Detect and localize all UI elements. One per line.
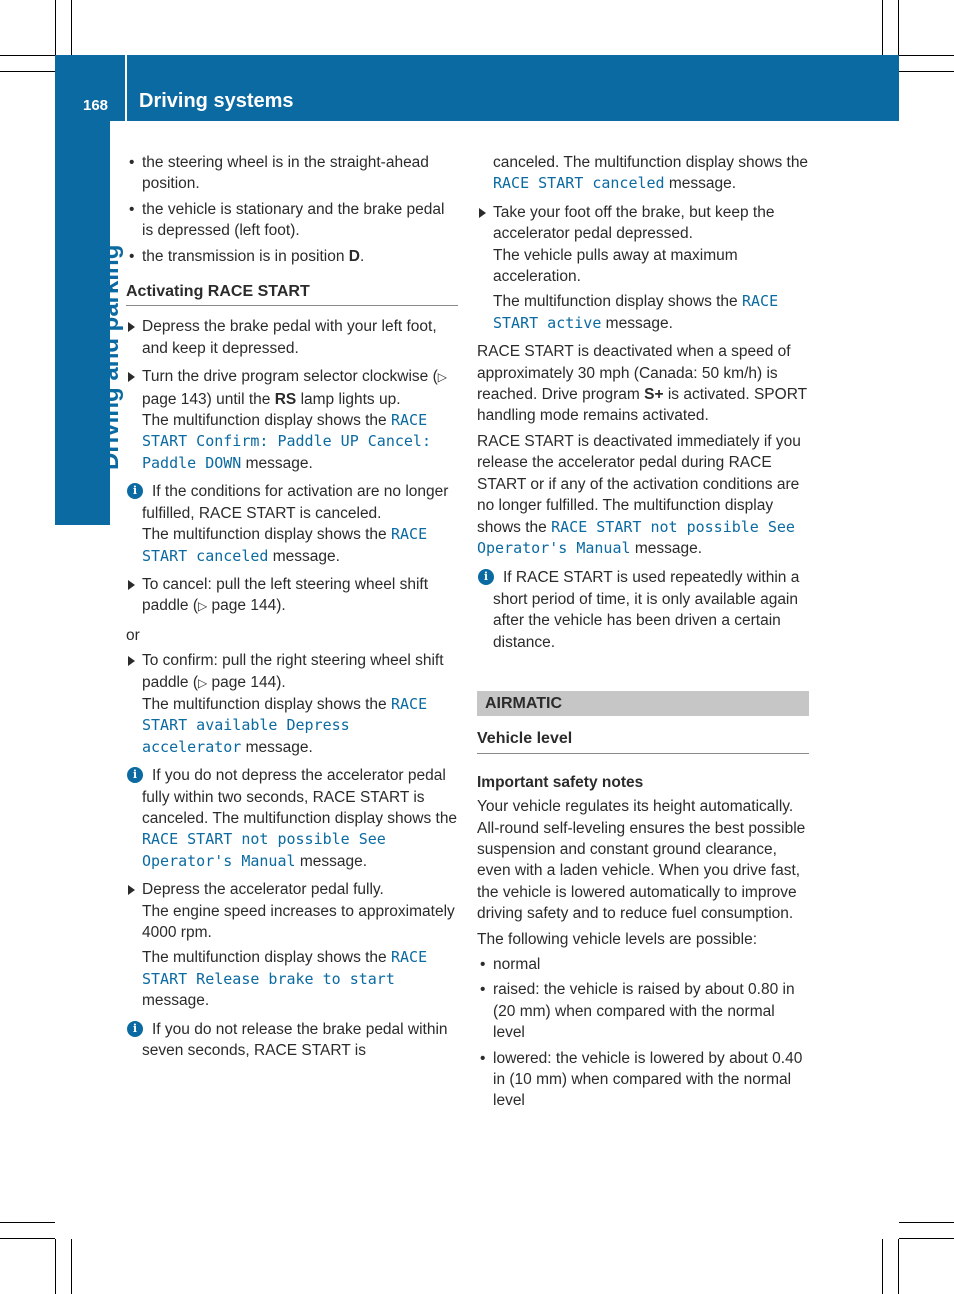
text: To confirm: pull the right steering wheel shift paddle ( <box>142 652 444 691</box>
list-item <box>126 246 458 267</box>
text: message. <box>601 314 673 332</box>
display-message: RACE START canceled <box>493 174 665 193</box>
bold-text: RS <box>274 390 297 408</box>
heading-safety-notes: Important safety notes <box>477 773 644 791</box>
text: message. <box>241 738 313 756</box>
info-icon: i <box>127 483 143 499</box>
text: If the conditions for activation are no longer fulfilled, RACE START is canceled. <box>142 483 449 522</box>
text: message. <box>142 992 210 1010</box>
list-item: • lowered: the vehicle is lowered by about 0.40 in (10 mm) when compared with the normal level <box>477 1048 809 1112</box>
text: . <box>359 247 365 265</box>
crop-mark <box>899 55 954 56</box>
info-note <box>126 765 458 872</box>
header-divider <box>125 55 127 121</box>
info-note <box>126 1019 458 1062</box>
text: lamp lights up. <box>296 390 401 408</box>
page-ref-link[interactable]: page 144). <box>207 597 286 615</box>
info-icon: i <box>127 767 143 783</box>
page-ref-icon: ▷ <box>198 599 208 614</box>
heading-activating-race-start: Activating RACE START <box>126 281 458 306</box>
text: Take your foot off the brake, but keep the accelerator pedal depressed. <box>493 203 775 243</box>
page-ref-link[interactable]: page 143) until the <box>142 390 275 408</box>
info-note <box>126 481 458 567</box>
page-ref-link[interactable]: page 144). <box>207 673 286 691</box>
step-item: Depress the brake pedal with your left foot, and keep it depressed. <box>126 316 458 359</box>
text: canceled. The multifunction display shows the <box>493 154 809 171</box>
section-bar-airmatic: AIRMATIC <box>477 691 809 716</box>
page-header <box>55 55 899 121</box>
crop-mark <box>0 1222 55 1223</box>
text: RACE START is deactivated immediately if you release the accelerator pedal during RACE START or if any of the activation conditions are no longer fulfilled. The multifunction display shows the <box>477 432 801 536</box>
crop-mark <box>55 1239 56 1294</box>
info-icon: i <box>478 569 494 585</box>
page-number: 168 <box>83 97 109 114</box>
crop-mark <box>899 71 954 72</box>
text: If you do not depress the accelerator pedal fully within two seconds, RACE START is canceled. The multifunction display shows the <box>142 767 458 827</box>
list-item: • normal <box>477 954 809 975</box>
text: The multifunction display shows the <box>142 949 391 967</box>
info-note <box>477 567 809 653</box>
text: The vehicle pulls away at maximum acceleration. <box>493 246 738 286</box>
text: message. <box>268 547 340 565</box>
list-item: • the steering wheel is in the straight-ahead position. <box>126 152 458 195</box>
text: To cancel: pull the left steering wheel shift paddle ( <box>142 575 429 615</box>
text: If you do not release the brake pedal within seven seconds, RACE START is <box>142 1020 448 1060</box>
crop-mark <box>898 1239 899 1294</box>
text: The multifunction display shows the <box>142 412 391 430</box>
text: the transmission is in position <box>142 247 349 265</box>
paragraph: The following vehicle levels are possible: <box>477 930 758 948</box>
display-message: RACE START not possible See Operator's Manual <box>477 517 795 557</box>
crop-mark <box>899 1222 954 1223</box>
step-item <box>126 879 458 1011</box>
crop-mark <box>71 0 72 55</box>
paragraph: Your vehicle regulates its height automatically. All-round self-leveling ensures the best possible suspension and constant ground clearance, even with a laden vehicle. When you drive fast, the vehicle is lowered automatically to improve driving safety and to reduce fuel consumption. <box>477 798 806 923</box>
continued-text <box>477 152 809 195</box>
display-message: RACE START active <box>493 292 779 332</box>
list-item: • the vehicle is stationary and the brake pedal is depressed (left foot). <box>126 199 458 242</box>
info-icon: i <box>127 1021 143 1037</box>
text: The multifunction display shows the <box>493 293 742 311</box>
display-message: RACE START available Depress accelerator <box>142 694 428 756</box>
side-tab-label: Driving and parking <box>97 244 124 470</box>
crop-mark <box>882 1239 883 1294</box>
text: message. <box>295 852 368 870</box>
text: message. <box>630 539 703 557</box>
text: message. <box>241 454 313 472</box>
or-text: or <box>126 626 140 644</box>
bold-text: S+ <box>644 386 664 404</box>
crop-mark <box>0 55 55 56</box>
heading-vehicle-level: Vehicle level <box>477 728 809 753</box>
text: The engine speed increases to approximately 4000 rpm. <box>142 902 455 941</box>
text: is activated. SPORT handling mode remains activated. <box>477 386 807 425</box>
step-item <box>477 202 809 334</box>
crop-mark <box>71 1239 72 1294</box>
crop-mark <box>898 0 899 55</box>
display-message: RACE START canceled <box>142 525 428 565</box>
display-message: RACE START not possible See Operator's Manual <box>142 830 386 870</box>
crop-mark <box>0 1238 55 1239</box>
crop-mark <box>0 71 55 72</box>
section-title: Driving systems <box>139 90 294 112</box>
text: Depress the accelerator pedal fully. <box>142 881 384 899</box>
paragraph <box>477 431 809 559</box>
list-item: • raised: the vehicle is raised by about 0.80 in (20 mm) when compared with the normal level <box>477 979 809 1043</box>
paragraph <box>477 341 809 427</box>
crop-mark <box>882 0 883 55</box>
text: message. <box>664 175 737 193</box>
page-ref-icon: ▷ <box>198 675 208 690</box>
crop-mark <box>899 1238 954 1239</box>
left-column <box>126 152 458 1068</box>
step-item <box>126 366 458 474</box>
step-item <box>126 650 458 758</box>
bold-text: D <box>348 247 360 265</box>
text: The multifunction display shows the <box>142 695 391 713</box>
display-message: RACE START Release brake to start <box>142 948 428 988</box>
text: The multifunction display shows the <box>142 526 391 544</box>
text: Turn the drive program selector clockwise ( <box>142 368 438 386</box>
crop-mark <box>55 0 56 55</box>
step-item <box>126 574 458 618</box>
text: RACE START is deactivated when a speed of approximately 30 mph (Canada: 50 km/h) is reached. Drive program <box>477 343 791 404</box>
display-message: RACE START Confirm: Paddle UP Cancel: Paddle DOWN <box>142 411 431 472</box>
text: If RACE START is used repeatedly within a short period of time, it is only available again after the vehicle has been driven a certain distance. <box>493 569 800 651</box>
right-column <box>477 152 809 1116</box>
page-ref-icon: ▷ <box>437 370 447 385</box>
